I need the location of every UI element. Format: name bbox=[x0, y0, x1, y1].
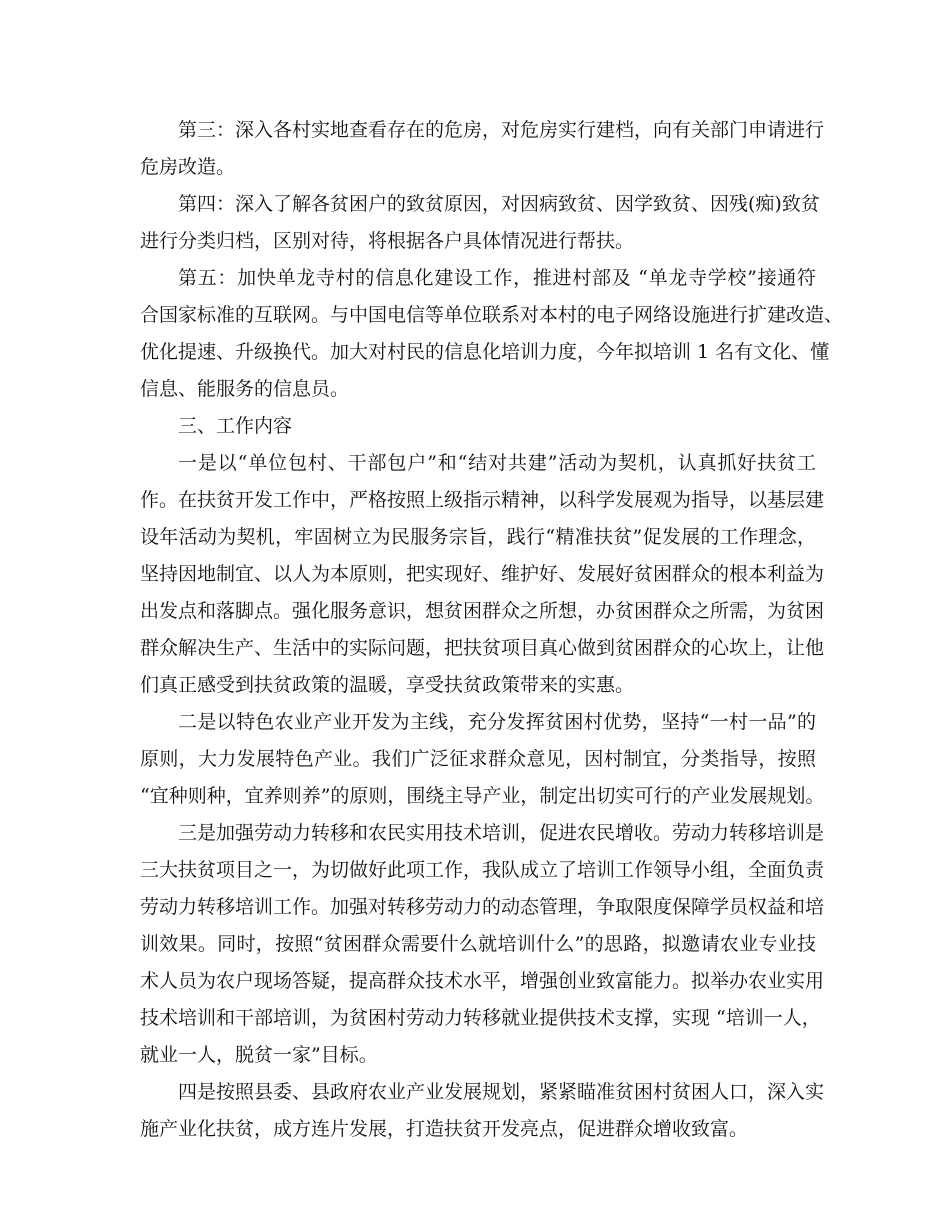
paragraph-6 bbox=[140, 704, 825, 815]
paragraph-line: 危房改造。 bbox=[140, 156, 236, 178]
paragraph-line: 第四：深入了解各贫困户的致贫原因，对因病致贫、因学致贫、因残(痴)致贫 bbox=[178, 193, 820, 215]
paragraph-line: 二是以特色农业产业开发为主线，充分发挥贫困村优势，坚持“一村一品”的 bbox=[178, 711, 816, 733]
paragraph-line: 合国家标准的互联网。与中国电信等单位联系对本村的电子网络设施进行扩建改造、 bbox=[140, 304, 844, 326]
document-body bbox=[140, 112, 844, 1148]
paragraph-line: 术人员为农户现场答疑，提高群众技术水平，增强创业致富能力。拟举办农业实用 bbox=[140, 970, 825, 992]
paragraph-7 bbox=[140, 815, 825, 1074]
paragraph-line: 三大扶贫项目之一，为切做好此项工作，我队成立了培训工作领导小组，全面负责 bbox=[140, 859, 825, 881]
paragraph-line: 作。在扶贫开发工作中，严格按照上级指示精神，以科学发展观为指导，以基层建 bbox=[140, 489, 825, 511]
paragraph-5 bbox=[140, 445, 825, 704]
paragraph-line: 进行分类归档，区别对待，将根据各户具体情况进行帮扶。 bbox=[140, 230, 635, 252]
paragraph-2 bbox=[140, 186, 820, 260]
paragraph-line: 优化提速、升级换代。加大对村民的信息化培训力度，今年拟培训 1 名有文化、懂 bbox=[140, 341, 830, 363]
paragraph-line: 原则，大力发展特色产业。我们广泛征求群众意见，因村制宜，分类指导，按照 bbox=[140, 748, 816, 770]
paragraph-line: 三是加强劳动力转移和农民实用技术培训，促进农民增收。劳动力转移培训是 bbox=[178, 822, 825, 844]
paragraph-line: 们真正感受到扶贫政策的温暖，享受扶贫政策带来的实惠。 bbox=[140, 674, 635, 696]
paragraph-1 bbox=[140, 112, 825, 186]
paragraph-line: “宜种则种，宜养则养”的原则，围绕主导产业，制定出切实可行的产业发展规划。 bbox=[140, 785, 825, 807]
paragraph-8 bbox=[140, 1074, 825, 1148]
paragraph-line: 第五：加快单龙寺村的信息化建设工作，推进村部及 “单龙寺学校”接通符 bbox=[178, 267, 816, 289]
paragraph-line: 第三：深入各村实地查看存在的危房，对危房实行建档，向有关部门申请进行 bbox=[178, 119, 825, 141]
paragraph-line: 信息、能服务的信息员。 bbox=[140, 378, 350, 400]
paragraph-line: 劳动力转移培训工作。加强对转移劳动力的动态管理，争取限度保障学员权益和培 bbox=[140, 896, 825, 918]
paragraph-line: 设年活动为契机，牢固树立为民服务宗旨，践行“精准扶贫”促发展的工作理念， bbox=[140, 526, 816, 548]
paragraph-line: 出发点和落脚点。强化服务意识，想贫困群众之所想，办贫困群众之所需，为贫困 bbox=[140, 600, 825, 622]
paragraph-3 bbox=[140, 260, 844, 408]
paragraph-line: 一是以“单位包村、干部包户”和“结对共建”活动为契机，认真抓好扶贫工 bbox=[178, 452, 816, 474]
paragraph-line: 四是按照县委、县政府农业产业发展规划，紧紧瞄准贫困村贫困人口，深入实 bbox=[178, 1081, 825, 1103]
paragraph-line: 群众解决生产、生活中的实际问题，把扶贫项目真心做到贫困群众的心坎上，让他 bbox=[140, 637, 825, 659]
paragraph-line: 坚持因地制宜、以人为本原则，把实现好、维护好、发展好贫困群众的根本利益为 bbox=[140, 563, 825, 585]
paragraph-line: 训效果。同时，按照“贫困群众需要什么就培训什么”的思路，拟邀请农业专业技 bbox=[140, 933, 816, 955]
paragraph-line: 施产业化扶贫，成方连片发展，打造扶贫开发亮点，促进群众增收致富。 bbox=[140, 1118, 749, 1140]
section-heading-text: 三、工作内容 bbox=[178, 415, 293, 437]
paragraph-line: 技术培训和干部培训，为贫困村劳动力转移就业提供技术支撑，实现 “培训一人， bbox=[140, 1007, 821, 1029]
section-heading bbox=[140, 408, 816, 445]
paragraph-line: 就业一人，脱贫一家”目标。 bbox=[140, 1044, 378, 1066]
